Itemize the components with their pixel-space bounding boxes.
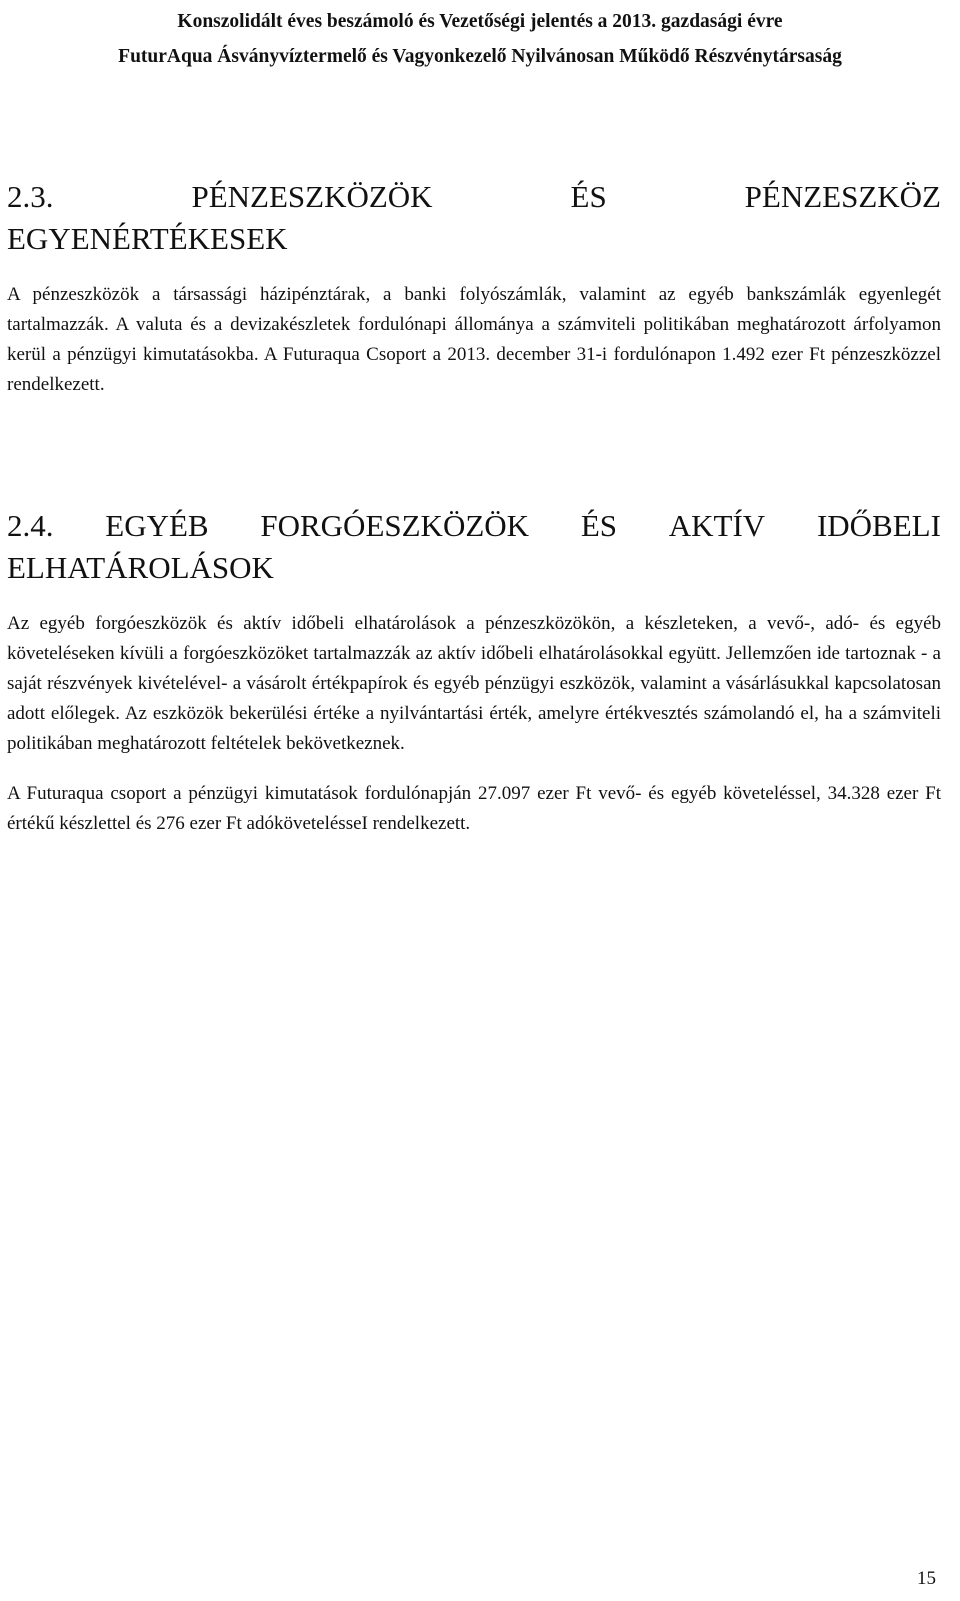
section-paragraph: Az egyéb forgóeszközök és aktív időbeli elhatárolások a pénzeszközökön, a készleteken, a vevő-, adó- és egyéb követeléseken kívüli a forgóeszközöket tartalmazzák az aktív időbeli elhatárolásokkal együtt. Jellemzően ide tartoznak - a saját részvények kivételével- a vásárolt értékpapírok és egyéb pénzügyi eszközök, valamint a vásárlásukkal kapcsolatosan adott előlegek. Az eszközök bekerülési értéke a nyilvántartási érték, amelyre értékvesztés számolandó el, ha a számviteli politikában meghatározott feltételek bekövetkeznek.	[7, 613, 941, 754]
heading-number: 2.3.	[7, 179, 54, 214]
page-header	[0, 4, 960, 74]
heading-word: ÉS	[580, 508, 617, 543]
section-cash-equivalents	[7, 176, 941, 400]
section-paragraph: A Futuraqua csoport a pénzügyi kimutatások fordulónapján 27.097 ezer Ft vevő- és egyéb követeléssel, 34.328 ezer Ft értékű készlettel és 276 ezer Ft adókövetelésseI rendelkezett.	[7, 783, 941, 834]
heading-word: ÉS	[570, 179, 607, 214]
section-heading	[7, 505, 941, 589]
heading-line-2: ELHATÁROLÁSOK	[7, 550, 274, 585]
section-paragraph: A pénzeszközök a társassági házipénztárak, a banki folyószámlák, valamint az egyéb bankszámlák egyenlegét tartalmazzák. A valuta és a devizakészletek fordulónapi állománya a számviteli politikában meghatározott árfolyamon kerül a pénzügyi kimutatásokba. A Futuraqua Csoport a 2013. december 31-i fordulónapon 1.492 ezer Ft pénzeszközzel rendelkezett.	[7, 284, 941, 395]
header-company-name: FuturAqua Ásványvíztermelő és Vagyonkezelő Nyilvánosan Működő Részvénytársaság	[118, 46, 842, 67]
header-report-title: Konszolidált éves beszámoló és Vezetőségi jelentés a 2013. gazdasági évre	[177, 11, 783, 32]
heading-word: FORGÓESZKÖZÖK	[260, 508, 530, 543]
heading-word: PÉNZESZKÖZ	[744, 179, 941, 214]
section-other-current-assets	[7, 505, 941, 839]
heading-word: EGYÉB	[105, 508, 209, 543]
heading-word: IDŐBELI	[816, 508, 941, 543]
heading-line-1	[7, 505, 941, 547]
page-number: 15	[917, 1568, 936, 1589]
section-heading	[7, 176, 941, 260]
heading-line-2: EGYENÉRTÉKESEK	[7, 221, 288, 256]
heading-line-1	[7, 176, 941, 218]
heading-word: AKTÍV	[668, 508, 766, 543]
heading-word: PÉNZESZKÖZÖK	[191, 179, 433, 214]
heading-number: 2.4.	[7, 508, 54, 543]
